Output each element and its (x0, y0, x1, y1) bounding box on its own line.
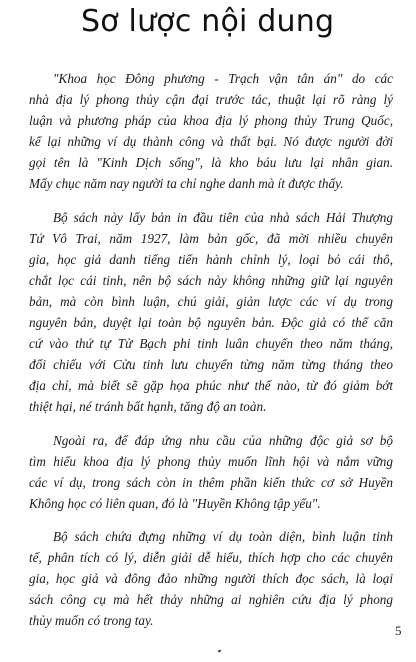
text-line: bản, mà còn bình luận, chú giải, giản lược các ví dụ trong (29, 293, 393, 309)
text-line: tế, phân tích có lý, diễn giải dễ hiểu, thích hợp cho các chuyên (29, 549, 393, 565)
text-line: Không học có liên quan, đó là "Huyền Không tập yếu". (29, 495, 321, 511)
text-line: nguyên bản, duyệt lại toàn bộ nguyên bản. Độc giả có thể căn (29, 315, 393, 331)
page-number: 5 (395, 623, 402, 638)
text-line: chắt lọc cái tinh, nên bộ sách này không những giữ lại nguyên (29, 272, 393, 288)
text-line: tìm hiểu khoa địa lý phong thủy muốn lĩnh hội và nắm vững (29, 453, 393, 469)
text-line: Mấy chục năm nay người ta chỉ nghe danh mà ít được thấy. (29, 176, 344, 192)
text-line: Tứ Vô Trai, năm 1927, làm bản gốc, đã mời nhiều chuyên (29, 230, 393, 246)
text-line: "Khoa học Đông phương - Trạch vận tân án" do các (53, 71, 393, 86)
text-line: thiệt hại, né tránh bất hạnh, tăng độ an toàn. (29, 399, 267, 415)
body-text (29, 68, 393, 643)
paragraph-4 (29, 526, 393, 631)
text-line: Bộ sách chứa đựng những ví dụ toàn diện, bình luận tinh (53, 528, 393, 544)
text-line: đối chiếu với Cửu tinh lưu chuyển từng năm từng tháng theo (29, 357, 393, 373)
text-line: nhà địa lý phong thủy cận đại trước tác, thuật lại rõ ràng lý (29, 92, 393, 108)
paragraph-2 (29, 207, 393, 418)
ink-speck (218, 649, 222, 652)
text-line: kể lại những ví dụ thành công và thất bại. Nó được người đời (29, 134, 393, 150)
page-title: Sơ lược nội dung (81, 4, 335, 39)
text-line: cứ vào thứ tự Tử Bạch phi tinh luân chuyển theo năm tháng, (29, 336, 393, 352)
text-line: gia, học giả danh tiếng tiến hành chỉnh lý, loại bỏ cái thô, (29, 251, 393, 267)
text-line: thủy muốn có trong tay. (29, 613, 154, 629)
paragraph-3 (29, 430, 393, 514)
text-line: sách công cụ mà hết thảy những ai nghiên cứu địa lý phong (29, 592, 393, 608)
paragraph-1 (29, 68, 393, 195)
text-line: địa chỉ, mà biết sẽ gặp họa phúc như thế nào, từ đó giảm bớt (29, 378, 393, 394)
text-line: Ngoài ra, để đáp ứng nhu cầu của những độc giả sơ bộ (53, 432, 393, 448)
text-line: các ví dụ, trong sách còn in thêm phần kiến thức cơ sở Huyền (29, 474, 393, 490)
text-line: gia, học giả và đông đảo những người thích đọc sách, là loại (29, 571, 393, 587)
text-line: luận và phương pháp của khoa địa lý phong thủy Trung Quốc, (29, 113, 393, 129)
text-line: gọi tên là "Kinh Dịch sống", là kho báu lưu lại nhân gian. (29, 155, 393, 171)
text-line: Bộ sách này lấy bản in đầu tiên của nhà sách Hải Thượng (53, 209, 393, 225)
